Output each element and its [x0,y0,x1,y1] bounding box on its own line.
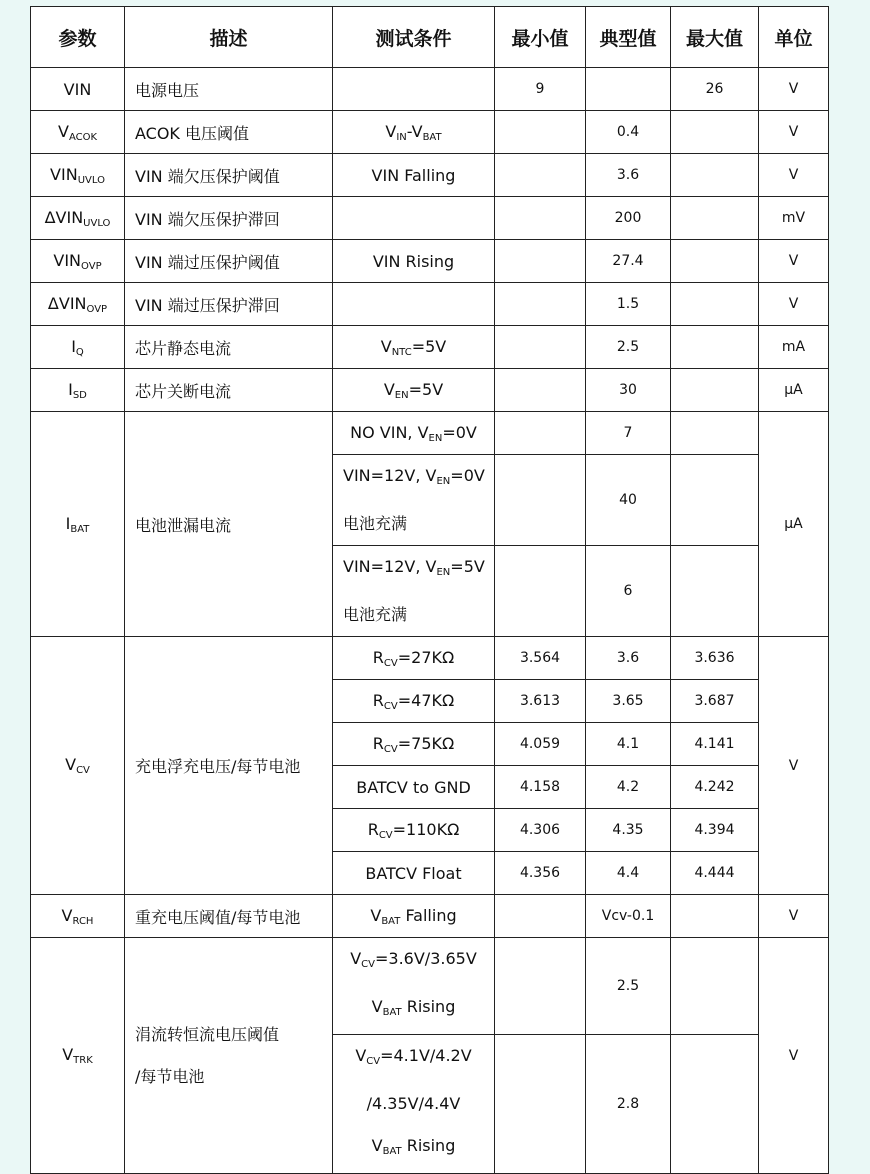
min-cell [495,283,586,326]
param-cell: $V_{RCH}$ [31,895,125,938]
typ-cell: 2.5 [586,938,671,1035]
max-cell: 4.444 [671,852,759,895]
typ-cell: 7 [586,412,671,455]
typ-cell: 40 [586,455,671,546]
param-cell: $V_{TRK}$ [31,938,125,1174]
min-cell [495,938,586,1035]
unit-cell: V [759,68,829,111]
max-cell [671,240,759,283]
table-row [31,197,829,240]
max-cell [671,283,759,326]
cond-cell: $R_{CV}=27K\Omega$ [333,637,495,680]
cond-cell: $R_{CV}=110K\Omega$ [333,809,495,852]
header-min: 最小值 [495,7,586,68]
cond-cell [333,68,495,111]
cond-cell: VIN=12V, $V_{EN}=0V$ 电池充满 [333,455,495,546]
unit-cell: V [759,240,829,283]
desc-cell: VIN 端欠压保护阈值 [125,154,333,197]
header-param: 参数 [31,7,125,68]
table-row [31,68,829,111]
typ-cell: 4.1 [586,723,671,766]
min-cell: 3.613 [495,680,586,723]
min-cell: 9 [495,68,586,111]
unit-cell: V [759,637,829,895]
cond-cell: $V_{CV}=4.1V/4.2V$ /4.35V/4.4V $V_{BAT}$ Rising [333,1035,495,1174]
max-cell: 3.687 [671,680,759,723]
param-cell: $VIN_{UVLO}$ [31,154,125,197]
typ-cell: 2.5 [586,326,671,369]
param-cell: $V_{CV}$ [31,637,125,895]
table-row [31,938,829,1035]
typ-cell: Vcv-0.1 [586,895,671,938]
desc-cell: 芯片静态电流 [125,326,333,369]
min-cell [495,455,586,546]
header-typ: 典型值 [586,7,671,68]
param-cell: $V_{ACOK}$ [31,111,125,154]
typ-cell: 27.4 [586,240,671,283]
min-cell [495,240,586,283]
max-cell [671,197,759,240]
table-row [31,412,829,455]
cond-cell: BATCV to GND [333,766,495,809]
cond-cell: VIN=12V, $V_{EN}=5V$ 电池充满 [333,546,495,637]
unit-cell: mV [759,197,829,240]
max-cell: 4.242 [671,766,759,809]
desc-cell: 重充电压阈值/每节电池 [125,895,333,938]
param-cell: $\Delta VIN_{OVP}$ [31,283,125,326]
desc-cell: VIN 端欠压保护滞回 [125,197,333,240]
param-cell: $I_Q$ [31,326,125,369]
param-cell: $VIN_{OVP}$ [31,240,125,283]
typ-cell: 4.4 [586,852,671,895]
max-cell [671,154,759,197]
min-cell [495,326,586,369]
typ-cell: 3.6 [586,154,671,197]
max-cell [671,455,759,546]
max-cell [671,546,759,637]
unit-cell: μA [759,412,829,637]
desc-cell: ACOK 电压阈值 [125,111,333,154]
table-row [31,637,829,680]
param-cell: $I_{SD}$ [31,369,125,412]
cond-cell: $V_{BAT}$ Falling [333,895,495,938]
cond-cell: $V_{NTC}=5V$ [333,326,495,369]
cond-cell: $R_{CV}=47K\Omega$ [333,680,495,723]
typ-cell: 3.65 [586,680,671,723]
header-cond: 测试条件 [333,7,495,68]
table-row [31,369,829,412]
min-cell: 4.356 [495,852,586,895]
table-row [31,154,829,197]
min-cell [495,412,586,455]
max-cell: 3.636 [671,637,759,680]
unit-cell: V [759,283,829,326]
header-desc: 描述 [125,7,333,68]
typ-cell [586,68,671,111]
cond-cell: BATCV Float [333,852,495,895]
desc-cell: VIN 端过压保护阈值 [125,240,333,283]
unit-cell: mA [759,326,829,369]
max-cell: 4.141 [671,723,759,766]
unit-cell: V [759,154,829,197]
cond-cell: VIN Falling [333,154,495,197]
header-unit: 单位 [759,7,829,68]
min-cell [495,197,586,240]
max-cell [671,412,759,455]
max-cell [671,938,759,1035]
desc-cell: 芯片关断电流 [125,369,333,412]
unit-cell: μA [759,369,829,412]
desc-cell: VIN 端过压保护滞回 [125,283,333,326]
header-max: 最大值 [671,7,759,68]
typ-cell: 2.8 [586,1035,671,1174]
desc-cell: 电池泄漏电流 [125,412,333,637]
table-row [31,326,829,369]
min-cell: 4.158 [495,766,586,809]
typ-cell: 6 [586,546,671,637]
max-cell [671,895,759,938]
max-cell [671,369,759,412]
min-cell [495,111,586,154]
unit-cell: V [759,111,829,154]
max-cell: 26 [671,68,759,111]
cond-cell: NO VIN, $V_{EN}=0V$ [333,412,495,455]
unit-cell: V [759,938,829,1174]
min-cell: 4.059 [495,723,586,766]
max-cell [671,1035,759,1174]
spec-table [30,6,829,1174]
cond-cell: VIN Rising [333,240,495,283]
typ-cell: 1.5 [586,283,671,326]
table-row [31,283,829,326]
table-row [31,240,829,283]
desc-cell: 充电浮充电压/每节电池 [125,637,333,895]
typ-cell: 4.2 [586,766,671,809]
unit-cell: V [759,895,829,938]
min-cell [495,895,586,938]
param-cell: $\Delta VIN_{UVLO}$ [31,197,125,240]
typ-cell: 0.4 [586,111,671,154]
min-cell: 3.564 [495,637,586,680]
min-cell: 4.306 [495,809,586,852]
cond-cell: $R_{CV}=75K\Omega$ [333,723,495,766]
max-cell [671,326,759,369]
cond-cell: $V_{CV}=3.6V/3.65V$ $V_{BAT}$ Rising [333,938,495,1035]
table-row [31,111,829,154]
desc-cell: 涓流转恒流电压阈值 /每节电池 [125,938,333,1174]
min-cell [495,154,586,197]
min-cell [495,546,586,637]
typ-cell: 3.6 [586,637,671,680]
typ-cell: 4.35 [586,809,671,852]
max-cell [671,111,759,154]
min-cell [495,369,586,412]
min-cell [495,1035,586,1174]
header-row [31,7,829,68]
typ-cell: 200 [586,197,671,240]
typ-cell: 30 [586,369,671,412]
param-cell: $I_{BAT}$ [31,412,125,637]
cond-cell [333,283,495,326]
table-row [31,895,829,938]
max-cell: 4.394 [671,809,759,852]
param-cell: VIN [31,68,125,111]
cond-cell: $V_{EN}=5V$ [333,369,495,412]
cond-cell: $V_{IN}-V_{BAT}$ [333,111,495,154]
desc-cell: 电源电压 [125,68,333,111]
cond-cell [333,197,495,240]
